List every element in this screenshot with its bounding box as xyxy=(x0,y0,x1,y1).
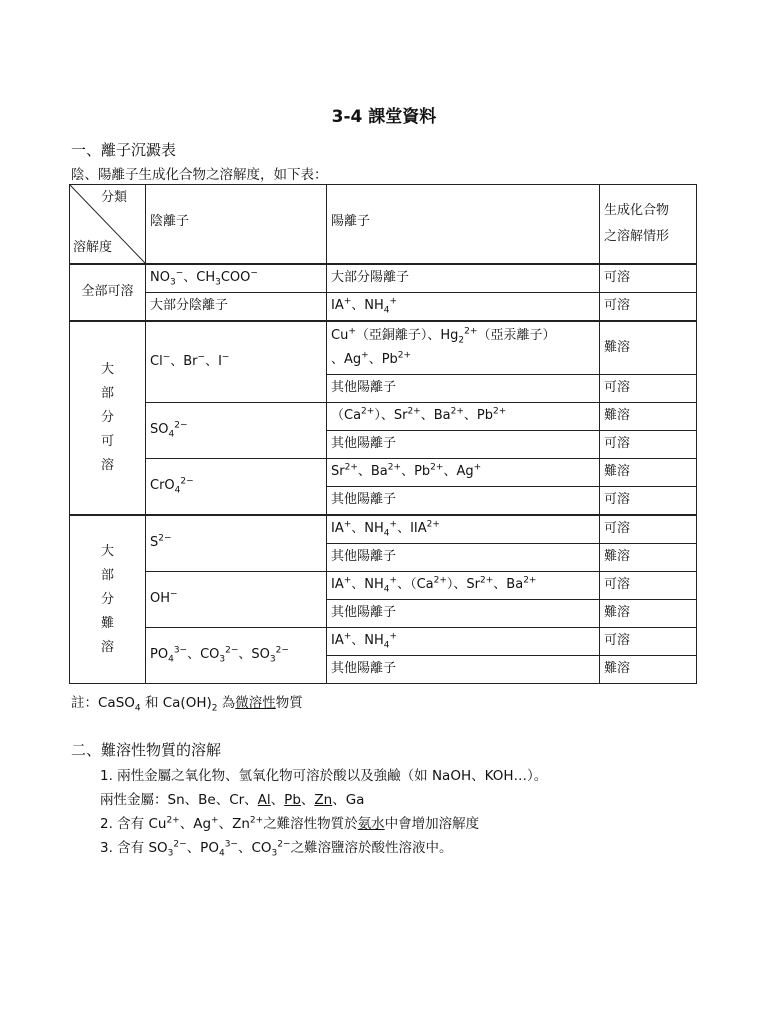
anion-cell: $NO_3^-$、$CH_3COO^-$ xyxy=(146,264,327,293)
cation-cell: 其他陽離子 xyxy=(327,431,600,459)
anion-cell: $S^{2-}$ xyxy=(146,515,327,572)
result-cell: 可溶 xyxy=(600,628,697,656)
anion-header: 陰離子 xyxy=(146,185,327,265)
anion-cell: $PO_4^{3-}$、$CO_3^{2-}$、$SO_3^{2-}$ xyxy=(146,628,327,684)
result-cell: 可溶 xyxy=(600,375,697,403)
table-row xyxy=(70,264,697,293)
list-item: 3. 含有 $SO_3^{2-}$、$PO_4^{3-}$、$CO_3^{2-}$之難溶鹽溶於酸性溶液中。 xyxy=(100,839,453,859)
table-row xyxy=(70,572,697,600)
cation-cell: 其他陽離子 xyxy=(327,544,600,572)
result-cell: 難溶 xyxy=(600,656,697,684)
list-item: 2. 含有 $Cu^{2+}$、Ag+、$Zn^{2+}$之難溶性物質於氨水中會增加溶解度 xyxy=(100,815,480,832)
cation-cell: 其他陽離子 xyxy=(327,487,600,516)
table-row xyxy=(70,459,697,487)
result-cell: 可溶 xyxy=(600,431,697,459)
result-header: 生成化合物 之溶解情形 xyxy=(600,185,697,265)
group-mostly-insoluble: 大 部 分 難 溶 xyxy=(70,515,146,684)
result-cell: 難溶 xyxy=(600,321,697,375)
cation-header: 陽離子 xyxy=(327,185,600,265)
result-cell: 難溶 xyxy=(600,403,697,431)
list-item: 1. 兩性金屬之氧化物、氫氧化物可溶於酸以及強鹼（如 NaOH、KOH…）。 xyxy=(100,768,548,784)
result-cell: 難溶 xyxy=(600,459,697,487)
cation-cell: 其他陽離子 xyxy=(327,375,600,403)
result-cell: 難溶 xyxy=(600,544,697,572)
result-cell: 可溶 xyxy=(600,293,697,322)
table-header-row xyxy=(70,185,697,265)
category-label: 分類 xyxy=(100,190,127,205)
anion-cell: CrO$_4^{2-}$ xyxy=(146,459,327,516)
precipitation-table xyxy=(69,184,697,684)
table-row xyxy=(70,403,697,431)
anion-cell: Cl−、Br−、I− xyxy=(146,321,327,403)
anion-cell: 大部分陰離子 xyxy=(146,293,327,322)
cation-cell: $(Ca^{2+})$、$Sr^{2+}$、$Ba^{2+}$、$Pb^{2+}$ xyxy=(327,403,600,431)
table-row xyxy=(70,628,697,656)
cation-cell: $Sr^{2+}$、$Ba^{2+}$、$Pb^{2+}$、Ag+ xyxy=(327,459,600,487)
result-cell: 可溶 xyxy=(600,264,697,293)
table-row xyxy=(70,293,697,322)
cation-cell: 其他陽離子 xyxy=(327,656,600,684)
table-row xyxy=(70,321,697,375)
list-item: 兩性金屬：Sn、Be、Cr、Al、Pb、Zn、Ga xyxy=(100,792,365,808)
solubility-label: 溶解度 xyxy=(73,239,113,255)
result-cell: 可溶 xyxy=(600,572,697,600)
result-cell: 可溶 xyxy=(600,515,697,544)
section-heading-1: 一、離子沉澱表 xyxy=(71,141,177,159)
section-heading-2: 二、難溶性物質的溶解 xyxy=(71,741,222,759)
cation-cell: 大部分陽離子 xyxy=(327,264,600,293)
group-mostly-soluble: 大 部 分 可 溶 xyxy=(70,321,146,515)
table-row xyxy=(70,515,697,544)
result-cell: 難溶 xyxy=(600,600,697,628)
cation-cell: IA+、$NH_4^+$ xyxy=(327,293,600,322)
cation-cell: Cu+（亞銅離子）、$Hg_2^{2+}$（亞汞離子） 、Ag+、$Pb^{2+}$ xyxy=(327,321,600,375)
anion-cell: $SO_4^{2-}$ xyxy=(146,403,327,459)
diagonal-header-cell xyxy=(70,185,146,265)
cation-cell: IA+、$NH_4^+$、$IIA^{2+}$ xyxy=(327,515,600,544)
cation-cell: IA+、$NH_4^+$ xyxy=(327,628,600,656)
table-intro: 陰、陽離子生成化合物之溶解度，如下表： xyxy=(71,167,328,183)
cation-cell: 其他陽離子 xyxy=(327,600,600,628)
anion-cell: OH− xyxy=(146,572,327,628)
table-note: 註：CaSO$_4$ 和 $Ca(OH)_2$ 為微溶性物質 xyxy=(71,695,303,714)
page-title: 3-4 課堂資料 xyxy=(331,107,437,127)
result-cell: 可溶 xyxy=(600,487,697,516)
cation-cell: IA+、$NH_4^+$、$(Ca^{2+})$、$Sr^{2+}$、$Ba^{2+}$ xyxy=(327,572,600,600)
group-all-soluble: 全部可溶 xyxy=(70,264,146,321)
